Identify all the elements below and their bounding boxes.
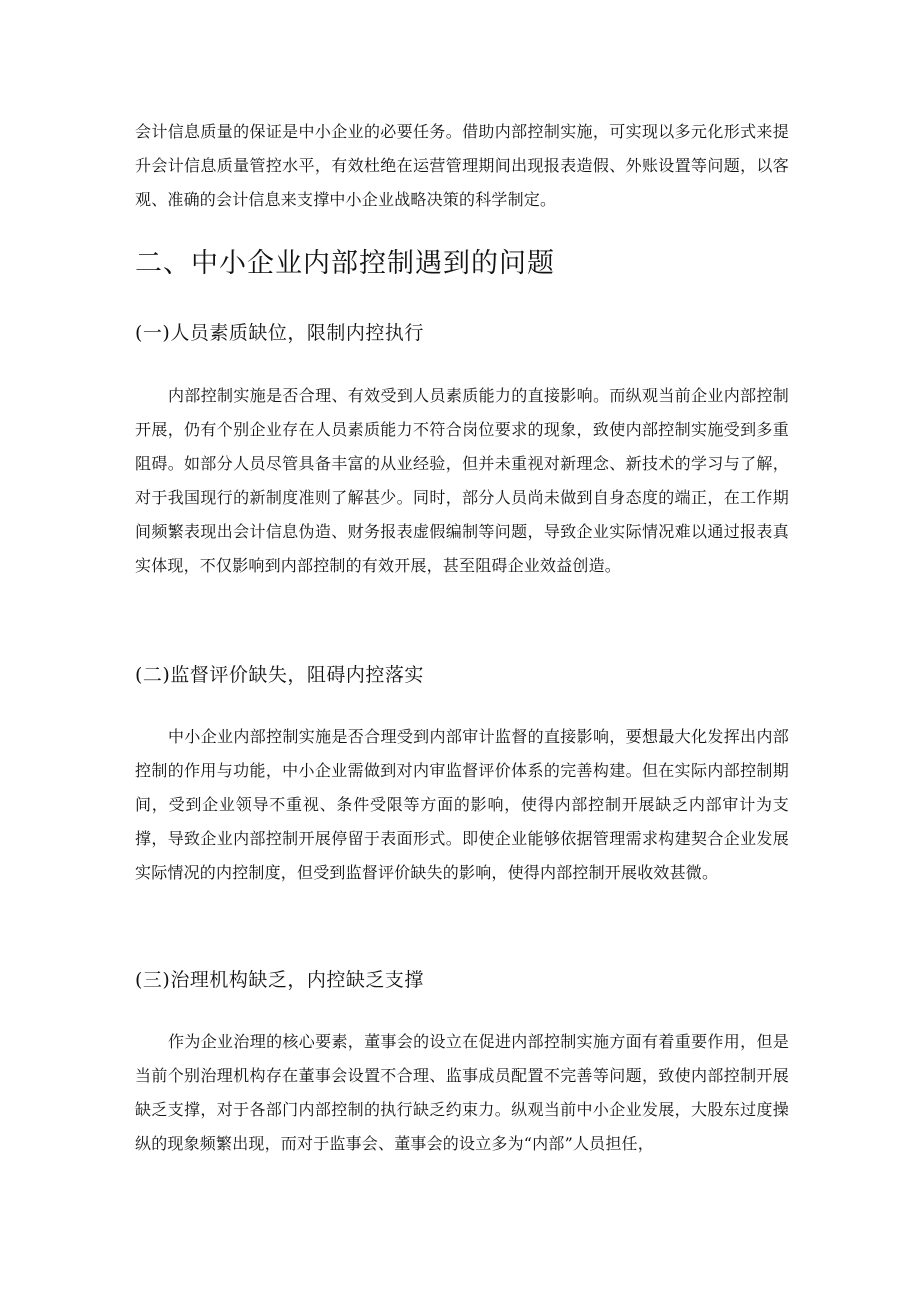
subsection-heading-1: (一)人员素质缺位，限制内控执行 — [135, 322, 424, 344]
subsection-2-heading-block — [135, 660, 789, 690]
subsection-heading-3: (三)治理机构缺乏，内控缺乏支撑 — [135, 969, 424, 991]
intro-block — [135, 115, 789, 217]
intro-paragraph: 会计信息质量的保证是中小企业的必要任务。借助内部控制实施，可实现以多元化形式来提升会计信息质量管控水平，有效杜绝在运营管理期间出现报表造假、外账设置等问题，以客观、准确的会计信息来支撑中小企业战略决策的科学制定。 — [135, 122, 789, 209]
subsection-2-body — [135, 720, 789, 890]
subsection-paragraph-2: 中小企业内部控制实施是否合理受到内部审计监督的直接影响，要想最大化发挥出内部控制的作用与功能，中小企业需做到对内审监督评价体系的完善构建。但在实际内部控制期间，受到企业领导不重视、条件受限等方面的影响，使得内部控制开展缺乏内部审计为支撑，导致企业内部控制开展停留于表面形式。即使企业能够依据管理需求构建契合企业发展实际情况的内控制度，但受到监督评价缺失的影响，使得内部控制开展收效甚微。 — [135, 727, 789, 882]
subsection-paragraph-3: 作为企业治理的核心要素，董事会的设立在促进内部控制实施方面有着重要作用，但是当前个别治理机构存在董事会设置不合理、监事成员配置不完善等问题，致使内部控制开展缺乏支撑，对于各部门内部控制的执行缺乏约束力。纵观当前中小企业发展，大股东过度操纵的现象频繁出现，而对于监事会、董事会的设立多为“内部”人员担任， — [135, 1032, 789, 1153]
subsection-3-heading-block — [135, 965, 789, 995]
subsection-1-body — [135, 379, 789, 583]
subsection-1-heading-block — [135, 318, 789, 348]
subsection-3-body — [135, 1025, 789, 1161]
section-heading: 二、中小企业内部控制遇到的问题 — [135, 248, 555, 279]
subsection-heading-2: (二)监督评价缺失，阻碍内控落实 — [135, 664, 424, 686]
subsection-paragraph-1: 内部控制实施是否合理、有效受到人员素质能力的直接影响。而纵观当前企业内部控制开展，仍有个别企业存在人员素质能力不符合岗位要求的现象，致使内部控制实施受到多重阻碍。如部分人员尽管具备丰富的从业经验，但并未重视对新理念、新技术的学习与了解，对于我国现行的新制度准则了解甚少。同时，部分人员尚未做到自身态度的端正，在工作期间频繁表现出会计信息伪造、财务报表虚假编制等问题，导致企业实际情况难以通过报表真实体现，不仅影响到内部控制的有效开展，甚至阻碍企业效益创造。 — [135, 386, 789, 575]
section-heading-block — [135, 244, 789, 284]
